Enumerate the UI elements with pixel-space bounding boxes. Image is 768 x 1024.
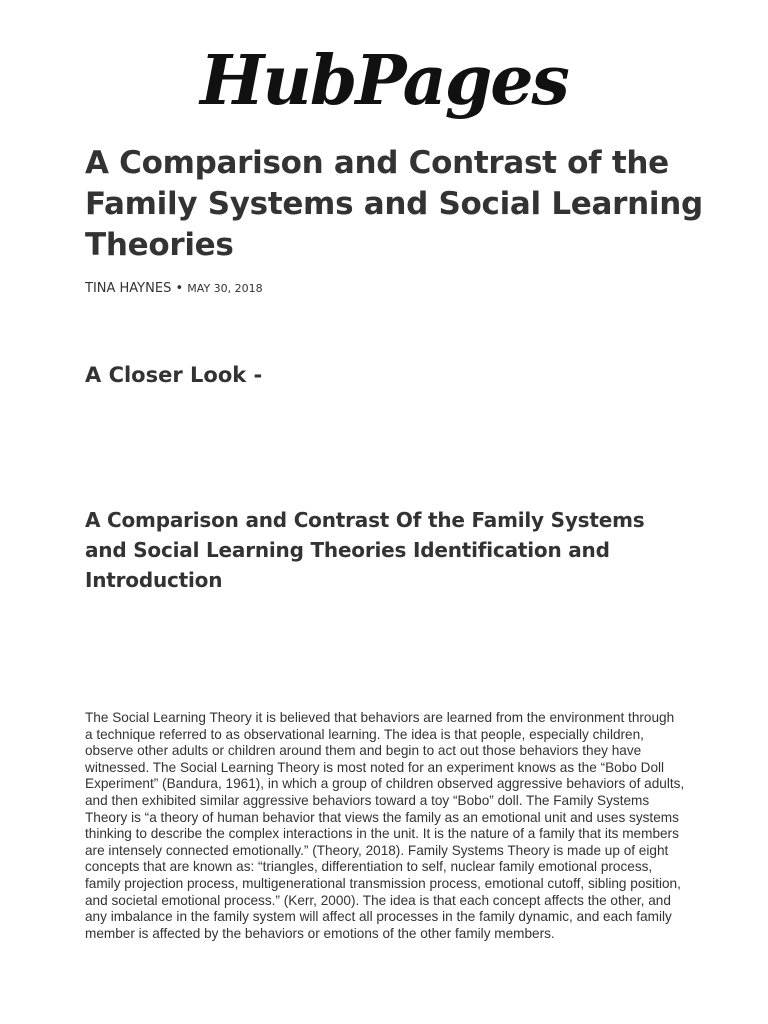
article-paragraph: The Social Learning Theory it is believed that behaviors are learned from the environment through a technique referred to as observational learning. The idea is that people, especially children, observe other adults or children around them and begin to act out those behaviors they have witnessed. The Social Learning Theory is most noted for an experiment knows as the “Bobo Doll Experiment” (Bandura, 1961), in which a group of children observed aggressive behaviors of adults, and then exhibited similar aggressive behaviors toward a toy “Bobo” doll. The Family Systems Theory is “a theory of human behavior that views the family as an emotional unit and uses systems thinking to describe the complex interactions in the unit. It is the nature of a family that its members are intensely connected emotionally.” (Theory, 2018). Family Systems Theory is made up of eight concepts that are known as: “triangles, differentiation to self, nuclear family emotional process, family projection process, multigenerational transmission process, emotional cutoff, sibling position, and societal emotional process.” (Kerr, 2000). The idea is that each concept affects the other, and any imbalance in the family system will affect all processes in the family dynamic, and each family member is affected by the behaviors or emotions of the other family members. xyxy=(85,710,685,941)
section-heading: A Closer Look - xyxy=(85,363,263,387)
byline xyxy=(85,280,263,298)
publish-date: MAY 30, 2018 xyxy=(187,282,263,295)
author-name[interactable]: TINA HAYNES xyxy=(85,281,172,296)
article-title: A Comparison and Contrast of the Family Systems and Social Learning Theories xyxy=(85,145,703,263)
byline-separator: • xyxy=(175,281,184,296)
hubpages-logo[interactable]: HubPages xyxy=(200,41,568,121)
article-subheading: A Comparison and Contrast Of the Family Systems and Social Learning Theories Identification and Introduction xyxy=(85,508,645,592)
